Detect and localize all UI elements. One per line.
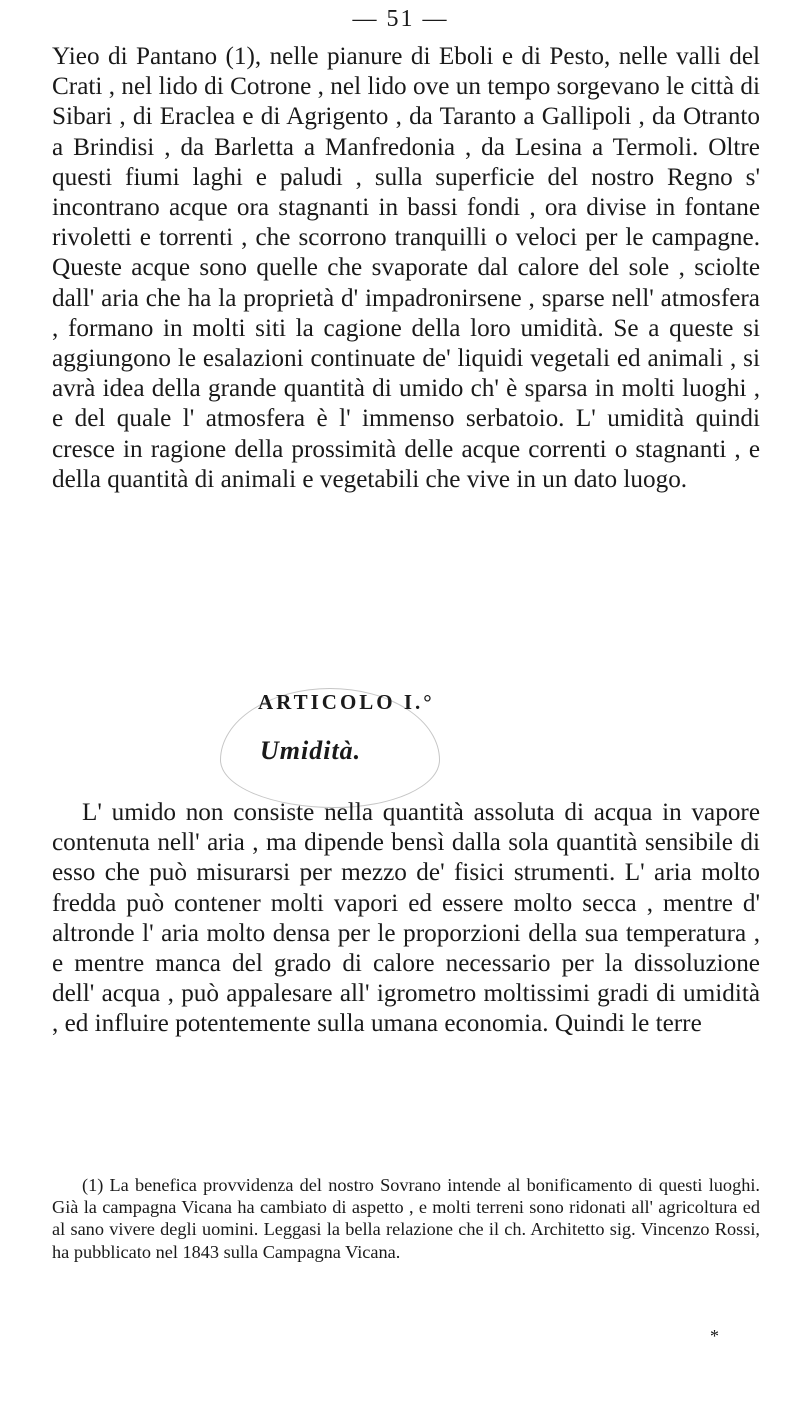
page-number-header: — 51 — [352,6,449,32]
article-heading-block [220,688,440,808]
footnote: (1) La benefica provvidenza del nostro Sovrano intende al bonificamento di questi luoghi. Già la campagna Vicana ha cambiato di aspetto , e molti terreni sono ridonati all' agricoltura ed al sano vivere degli uomini. Leggasi la bella relazione che il ch. Architetto sig. Vincenzo Rossi, ha pubblicato nel 1843 sulla Campagna Vicana. [52,1175,760,1262]
signature-mark: * [710,1326,719,1346]
paragraph-2: L' umido non consiste nella quantità assoluta di acqua in vapore contenuta nell' aria , ma dipende bensì dalla sola quantità sensibile di esso che può misurarsi per mezzo de' fisici strumenti. L' aria molto fredda può contener molti vapori ed essere molto secca , mentre d' altronde l' aria molto densa per le proporzioni della sua temperatura , e mentre manca del grado di calore necessario per la dissoluzione dell' acqua , può appalesare all' igrometro moltissimi gradi di umidità , ed influire potentemente sulla umana economia. Quindi le terre [52,799,760,1038]
section-heading: Umidità. [260,736,362,765]
article-heading: ARTICOLO I.° [258,690,435,714]
paragraph-1: Yieo di Pantano (1), nelle pianure di Eboli e di Pesto, nelle valli del Crati , nel lido di Cotrone , nel lido ove un tempo sorgevano le città di Sibari , di Eraclea e di Agrigento , da Taranto a Gallipoli , da Otranto a Brindisi , da Barletta a Manfredonia , da Lesina a Termoli. Oltre questi fiumi laghi e paludi , sulla superficie del nostro Regno s' incontrano acque ora stagnanti in bassi fondi , ora divise in fontane rivoletti e torrenti , che scorrono tranquilli o veloci per le campagne. Queste acque sono quelle che svaporate dal calore del sole , sciolte dall' aria che ha la proprietà d' impadronirsene , sparse nell' atmosfera , formano in molti siti la cagione della loro umidità. Se a queste si aggiungono le esalazioni continuate de' liquidi vegetali ed animali , si avrà idea della grande quantità di umido ch' è sparsa in molti luoghi , e del quale l' atmosfera è l' immenso serbatoio. L' umidità quindi cresce in ragione della prossimità delle acque correnti o stagnanti , e della quantità di animali e vegetabili che vive in un dato luogo. [52,43,760,493]
